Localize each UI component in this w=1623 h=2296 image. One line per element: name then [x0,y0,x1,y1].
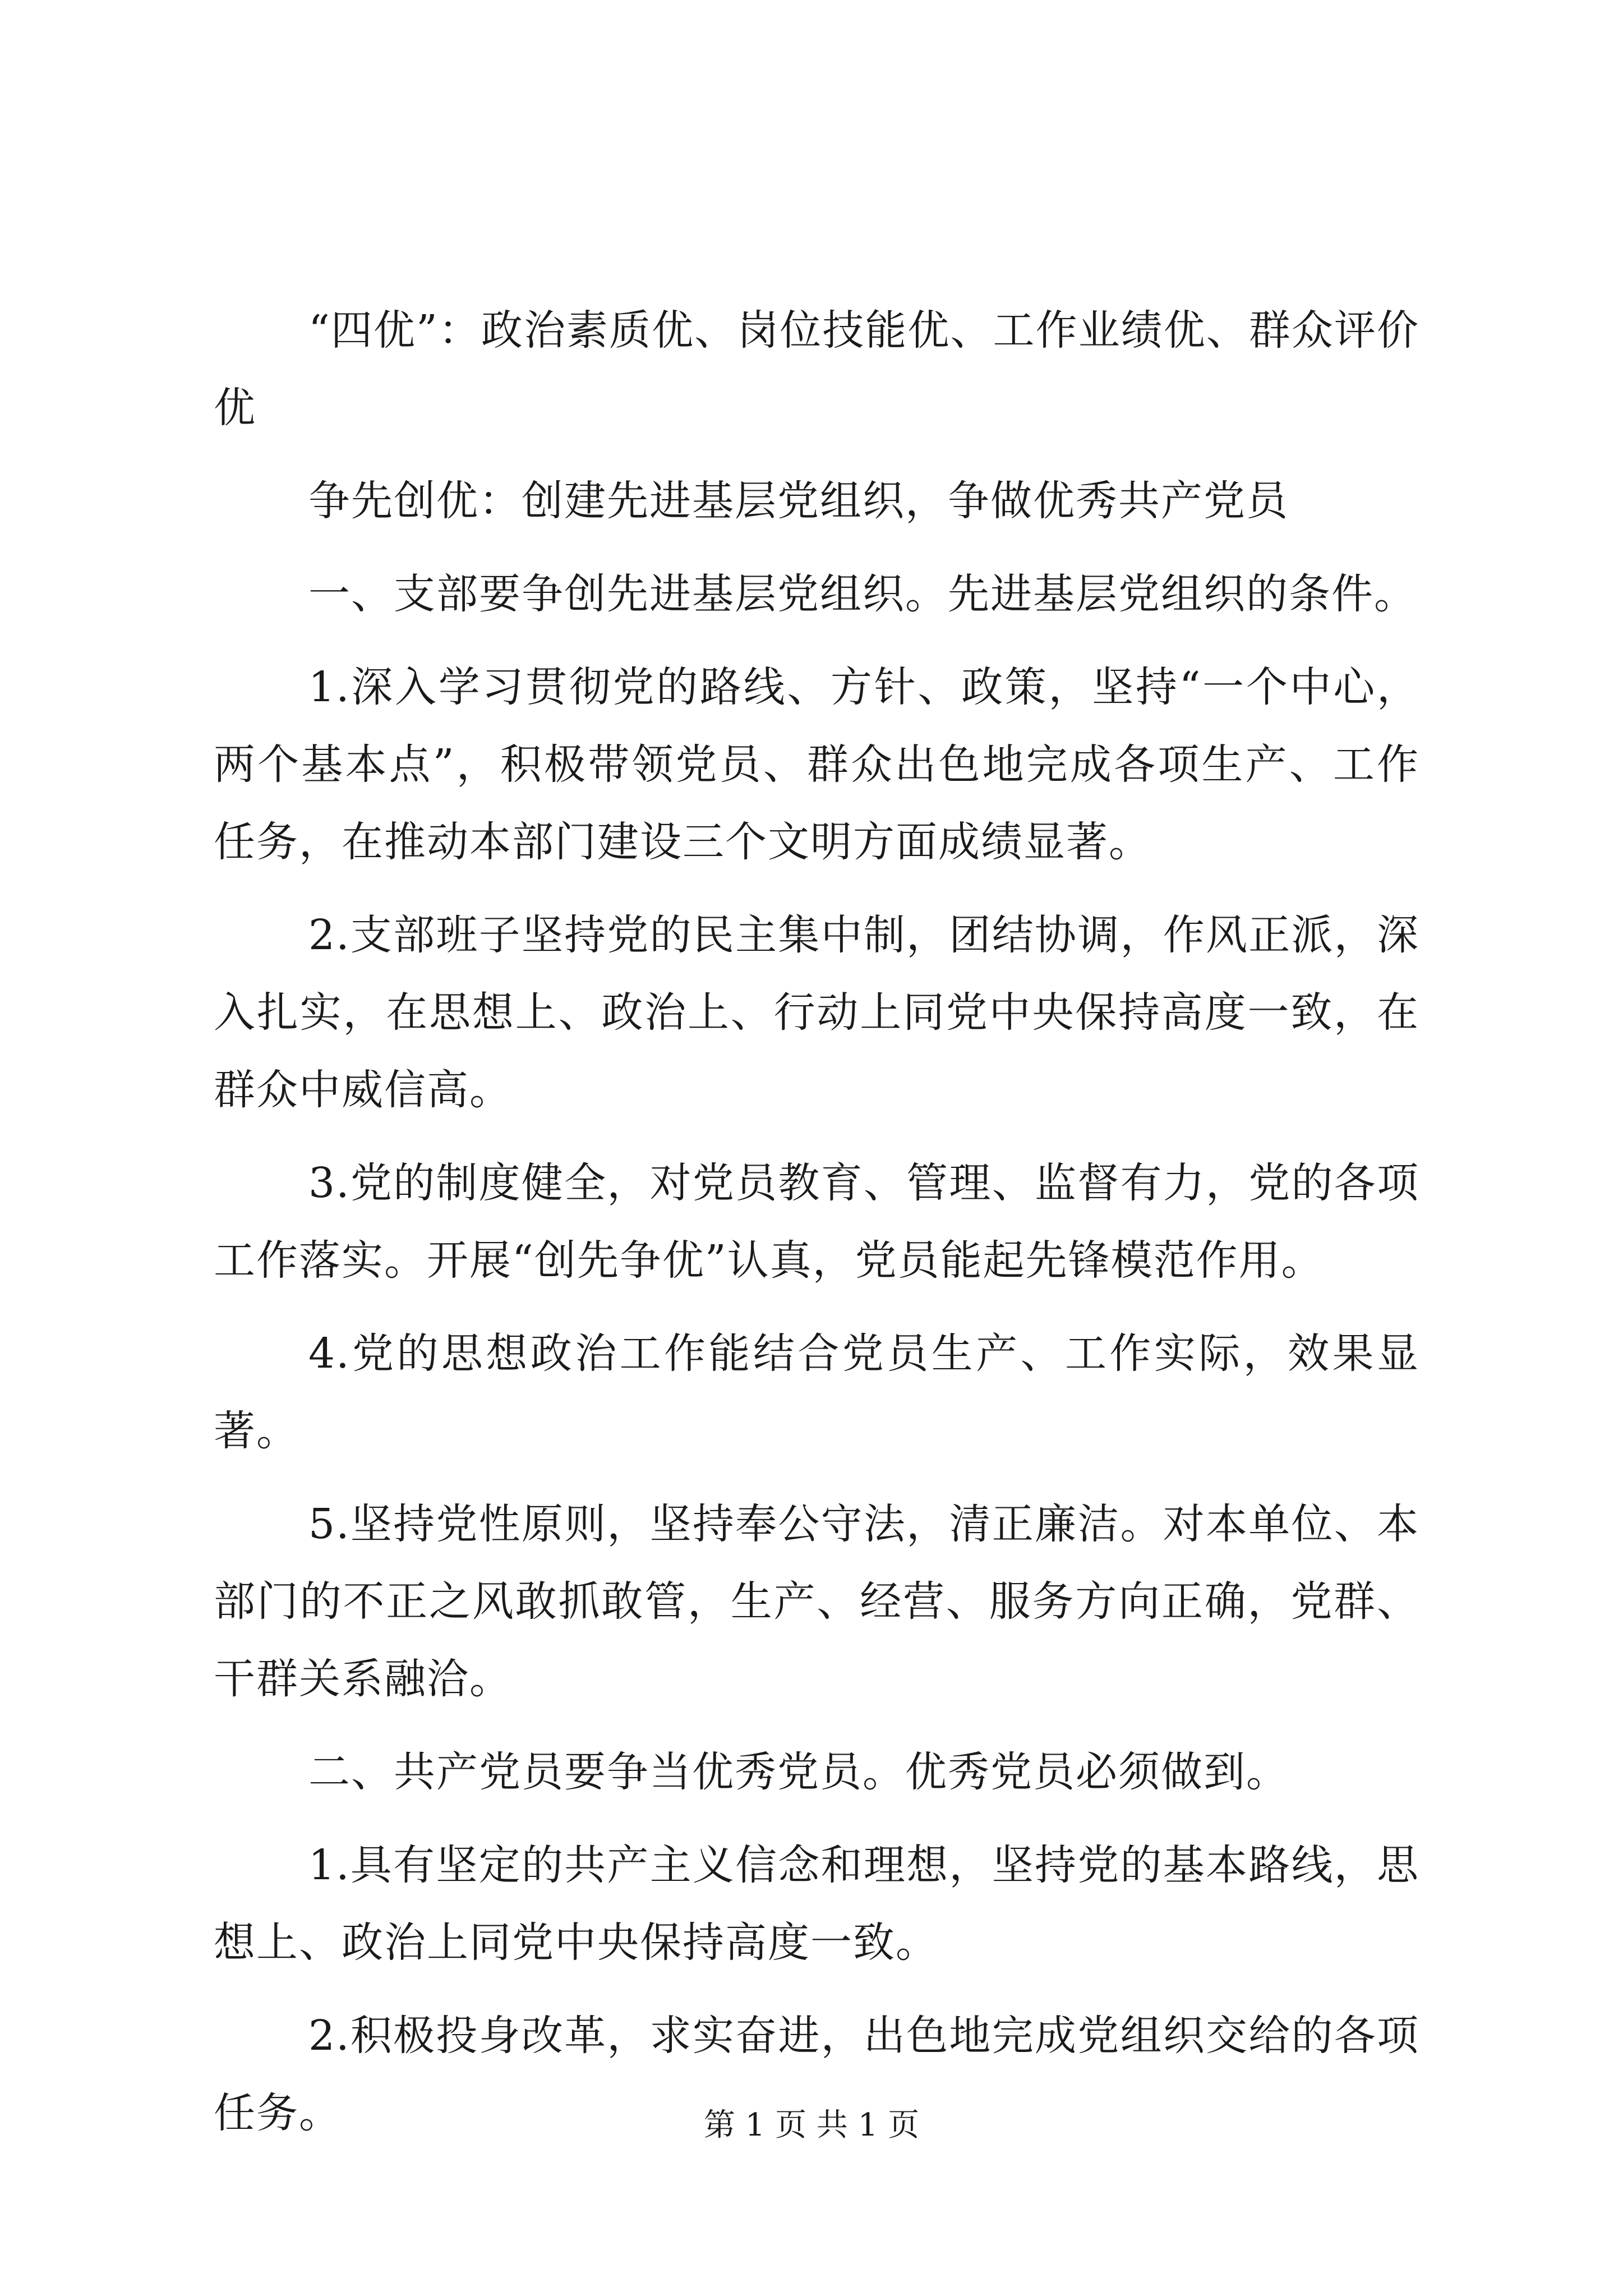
heading-section-two: 二、共产党员要争当优秀党员。优秀党员必须做到。 [308,1748,1289,1796]
page-number-label: 第 1 页 共 1 页 [703,2107,920,2143]
paragraph-strive-excellence: 争先创优：创建先进基层党组织，争做优秀共产党员 [308,477,1289,525]
paragraph-four-excellences: “四优”：政治素质优、岗位技能优、工作业绩优、群众评价优 [214,306,1419,432]
paragraph-condition-4: 4.党的思想政治工作能结合党员生产、工作实际，效果显著。 [214,1329,1419,1455]
paragraph-member-2: 2.积极投身改革，求实奋进，出色地完成党组织交给的各项任务。 [214,2012,1419,2137]
paragraph-condition-1: 1.深入学习贯彻党的路线、方针、政策，坚持“一个中心，两个基本点”，积极带领党员、群众出色地完成各项生产、工作任务，在推动本部门建设三个文明方面成绩显著。 [214,663,1419,866]
paragraph-member-1: 1.具有坚定的共产主义信念和理想，坚持党的基本路线，思想上、政治上同党中央保持高度一致。 [214,1841,1419,1967]
page-footer [0,2106,1623,2145]
paragraph-condition-2: 2.支部班子坚持党的民主集中制，团结协调，作风正派，深入扎实，在思想上、政治上、行动上同党中央保持高度一致，在群众中威信高。 [214,911,1419,1114]
paragraph-condition-3: 3.党的制度健全，对党员教育、管理、监督有力，党的各项工作落实。开展“创先争优”认真，党员能起先锋模范作用。 [214,1159,1419,1285]
paragraph-condition-5: 5.坚持党性原则，坚持奉公守法，清正廉洁。对本单位、本部门的不正之风敢抓敢管，生产、经营、服务方向正确，党群、干群关系融洽。 [214,1500,1419,1703]
heading-section-one: 一、支部要争创先进基层党组织。先进基层党组织的条件。 [308,570,1417,618]
document-body [214,292,1419,2168]
